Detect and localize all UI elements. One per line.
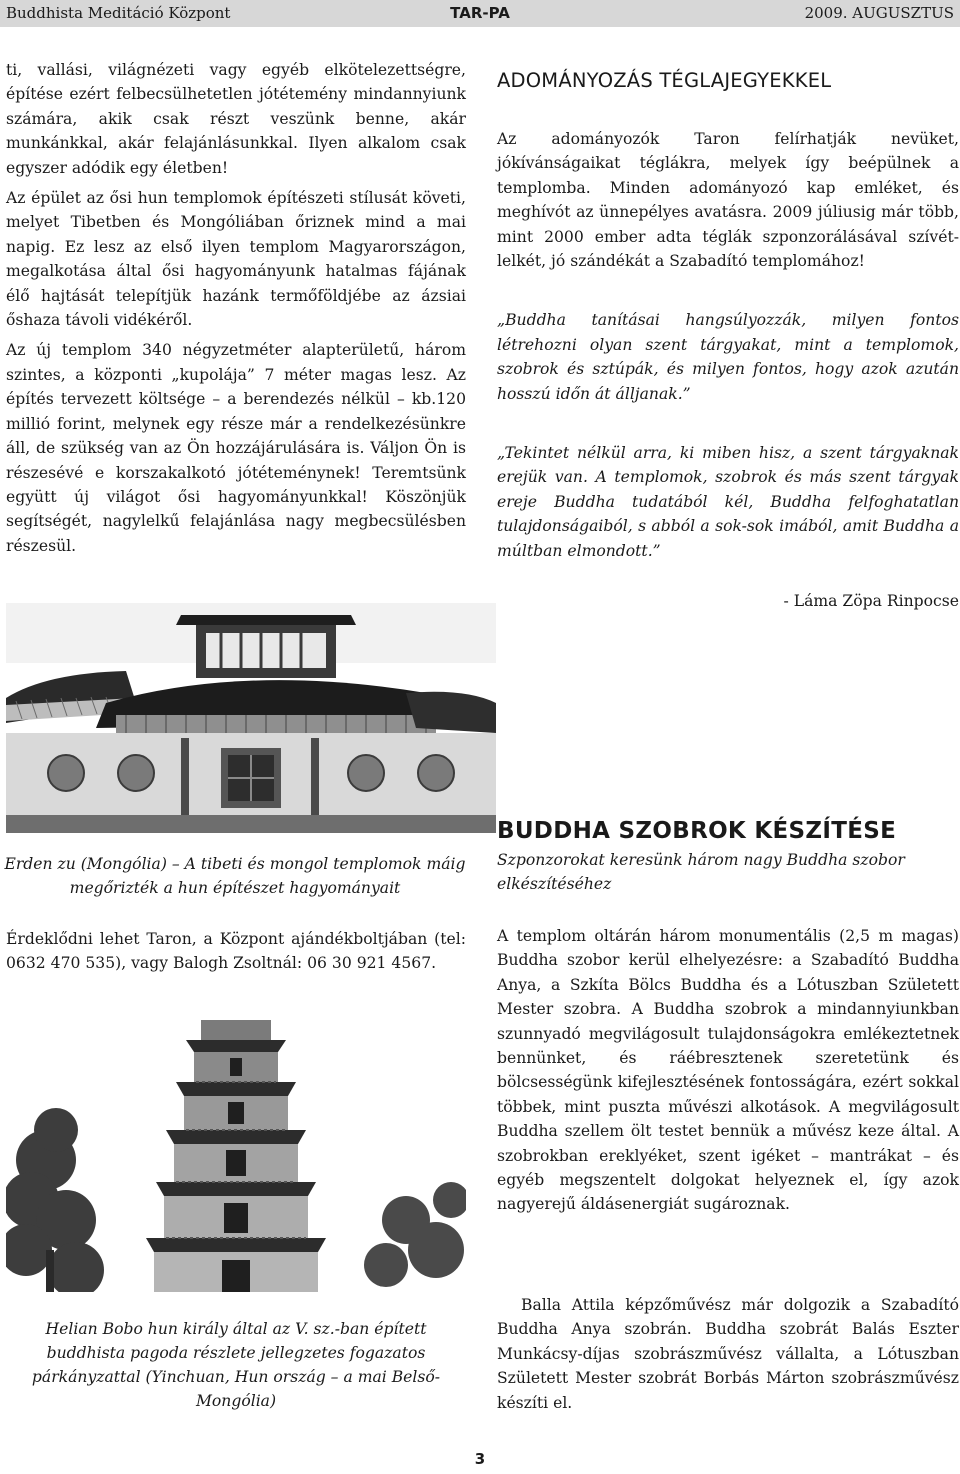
temple-photo: [6, 603, 496, 833]
header-title: TAR-PA: [450, 4, 510, 22]
pagoda-photo-caption: Helian Bobo hun király által az V. sz.-ban épített buddhista pagoda részlete jellegzetes fogazatos párkányzattal (Yinchuan, Hun ország – a mai Belső-Mongólia): [31, 1320, 441, 1410]
header-publisher: Buddhista Meditáció Központ: [6, 4, 231, 22]
statues-section-subtitle: Szponzorokat keresünk három nagy Buddha szobor elkészítéséhez: [497, 851, 905, 893]
paragraph-intro: ti, vallási, világnézeti vagy egyéb elkötelezettségre, építése ezért felbecsülhetetlen jótétemény mindannyiunk számára, akik csak részt veszünk benne, akár munkánkkal, akár felajánlásunkkal. Ilyen alkalom csak egyszer adódik egy életben!: [6, 61, 466, 177]
quote-signature: - Láma Zöpa Rinpocse: [783, 592, 959, 611]
contact-info: Érdeklődni lehet Taron, a Központ ajándékboltjában (tel: 0632 470 535), vagy Balogh Zsoltnál: 06 30 921 4567.: [6, 930, 466, 973]
page-header: [0, 0, 960, 27]
statues-paragraph: A templom oltárán három monumentális (2,5 m magas) Buddha szobor kerül elhelyezésre: a Szabadító Buddha Anya, a Szkíta Bölcs Buddha és a Lótuszban Született Mester szobra. A Buddha szobrok a mindannyiunkban szunnyadó megvilágosult tulajdonságokra emlékeztetnek bennünket, és ráébresztenek szeretetünk és bölcsességünk kifejlesztésének fontosságára, ezért sokkal többek, mint puszta művészi alkotások. A megvilágosult Buddha szellem ölt testet bennük a művész keze által. A szobrokban ereklyéket, szent igéket – mantrákat – és egyéb megszentelt dolgokat helyeznek el, így azok nagyerejű áldásenergiát sugároznak.: [497, 927, 959, 1214]
left-column: [6, 58, 466, 558]
right-column: [497, 67, 959, 613]
donation-paragraph: Az adományozók Taron felírhatják nevüket, jókívánságaikat téglákra, melyek így beépülnek a templomba. Minden adományozó kap emléket, és meghívót az ünnepélyes avatásra. 2009 júliusig már több, mint 2000 ember adta téglák szponzorálásával szívét-lelkét, jó szándékát a Szabadító templomához!: [497, 130, 959, 271]
header-date: 2009. AUGUSZTUS: [804, 4, 954, 22]
quote-second: „Tekintet nélkül arra, ki miben hisz, a szent tárgyaknak erejük van. A templomok, szobrok és más szent tárgyak ereje Buddha tudatából kél, Buddha felfoghatatlan tulajdonságaiból, s abból a sok-sok imából, amit Buddha a múltban elmondott.”: [497, 444, 959, 560]
temple-photo-caption: Erden zu (Mongólia) – A tibeti és mongol templomok máig megőrizték a hun építészet hagyományait: [4, 855, 466, 897]
quote-first: „Buddha tanításai hangsúlyozzák, milyen fontos létrehozni olyan szent tárgyakat, mint a templomok, szobrok és sztúpák, és milyen fontos, hogy azok azután hosszú időn át álljanak.”: [497, 311, 959, 403]
donation-section-title: ADOMÁNYOZÁS TÉGLAJEGYEKKEL: [497, 69, 832, 92]
pagoda-illustration: [6, 1020, 466, 1292]
pagoda-photo: [6, 1020, 466, 1292]
paragraph-details: Az új templom 340 négyzetméter alapterületű, három szintes, a központi „kupolája” 7 méter magas lesz. Az építés tervezett költsége – a berendezés nélkül – kb.120 millió forint, melynek egy része már a rendelkezésünkre áll, de szükség van az Ön hozzájárulására is. Váljon Ön is részesévé e korszakalkotó jótéteménynek! Teremtsünk együtt új világot ősi hagyományunkkal! Köszönjük segítségét, nagylelkű felajánlása nagy megbecsülésben részesül.: [6, 341, 466, 555]
statues-section-title: BUDDHA SZOBROK KÉSZÍTÉSE: [497, 818, 897, 844]
paragraph-style: Az épület az ősi hun templomok építészeti stílusát követi, melyet Tibetben és Mongóliában őriznek mind a mai napig. Ez lesz az első ilyen templom Magyarországon, megalkotása által ősi hagyományunk hatalmas fájának élő hajtását telepítjük hazánk termőföldjébe az ázsiai őshaza távoli vidékéről.: [6, 189, 466, 330]
sculptors-paragraph: Balla Attila képzőművész már dolgozik a Szabadító Buddha Anya szobrán. Buddha szobrát Balás Eszter Munkácsy-díjas szobrászművész vállalta, a Lótuszban Született Mester szobrát Borbás Márton szobrászművész készíti el.: [497, 1296, 959, 1412]
temple-illustration: [6, 603, 496, 833]
page-number: 3: [474, 1450, 486, 1468]
